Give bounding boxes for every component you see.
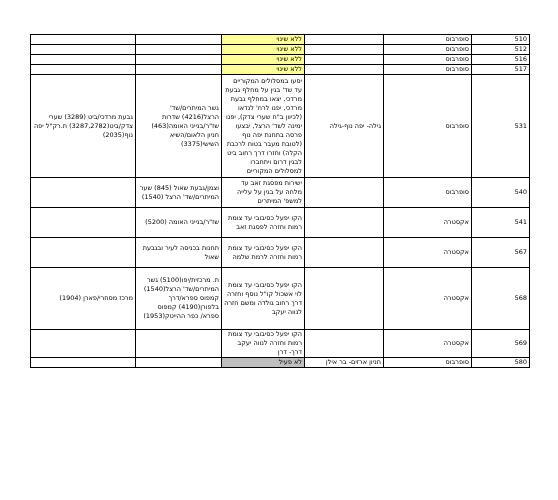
table-row [31, 330, 530, 358]
cell-after [31, 330, 136, 358]
cell-num: 510 [472, 35, 530, 45]
cell-desc: לא פעיל [222, 358, 305, 368]
cell-num: 541 [472, 208, 530, 238]
cell-after [31, 208, 136, 238]
cell-num: 568 [472, 268, 530, 330]
cell-after [31, 55, 136, 65]
table-row [31, 35, 530, 45]
routes-table-body [31, 35, 530, 368]
cell-desc: ללא שינוי [222, 45, 305, 55]
table-row [31, 65, 530, 75]
cell-num: 531 [472, 75, 530, 178]
cell-operator: סופרבוס [384, 358, 472, 368]
cell-before: תחנות בכניסה לעיר ובגבעת שאול [136, 238, 222, 268]
cell-after [31, 238, 136, 268]
cell-operator: אקסטרה [384, 330, 472, 358]
cell-operator: אקסטרה [384, 238, 472, 268]
table-row [31, 208, 530, 238]
cell-area [305, 55, 384, 65]
table-row [31, 45, 530, 55]
cell-after [31, 45, 136, 55]
cell-desc: הקו יפעל כסיבובי עד צומת לוי אשכול קו"ל נוסף וחזרה דרך רחוב גולדה ומשם חזרה לנווה יעקב [222, 268, 305, 330]
cell-after [31, 65, 136, 75]
cell-area [305, 330, 384, 358]
cell-area [305, 208, 384, 238]
table-row [31, 75, 530, 178]
cell-num: 516 [472, 55, 530, 65]
cell-desc: הקו יפעל כסיבובי עד צומת רמות וחזרה לרמת שלמה [222, 238, 305, 268]
cell-after [31, 178, 136, 208]
cell-desc: הקו יפעל כסיבובי עד צומת רמות וחזרה לנווה יעקב דרך- דרן [222, 330, 305, 358]
cell-num: 567 [472, 238, 530, 268]
cell-before [136, 330, 222, 358]
cell-area [305, 268, 384, 330]
table-row [31, 268, 530, 330]
cell-operator: אקסטרה [384, 268, 472, 330]
table-row [31, 358, 530, 368]
cell-area [305, 65, 384, 75]
cell-before [136, 65, 222, 75]
table-row [31, 238, 530, 268]
cell-before: וצמן/גבעת שאול (845) שער המיתרים/שד' הרצל (1540) [136, 178, 222, 208]
cell-area: חניון ארזים- בר אילן [305, 358, 384, 368]
cell-before [136, 55, 222, 65]
cell-desc: ללא שינוי [222, 35, 305, 45]
cell-operator: אקסטרה [384, 208, 472, 238]
cell-after [31, 35, 136, 45]
cell-operator: סופרבוס [384, 45, 472, 55]
cell-num: 512 [472, 45, 530, 55]
cell-desc: ללא שינוי [222, 65, 305, 75]
cell-after: מרכז מסחרי/פארן (1904) [31, 268, 136, 330]
cell-before: שז"ר/בנייני האומה (5200) [136, 208, 222, 238]
cell-after [31, 358, 136, 368]
cell-area [305, 45, 384, 55]
cell-desc: ללא שינוי [222, 55, 305, 65]
table-row [31, 55, 530, 65]
cell-operator: סופרבוס [384, 178, 472, 208]
cell-num: 569 [472, 330, 530, 358]
cell-after: גבעת מרדכי/ביט (3289) שערי צדק/ביט(3287,2782) ת.רק"ל יפה נוף(2035) [31, 75, 136, 178]
cell-desc: הקו יפעל כסיבובי עד צומת רמות וחזרה לפסגת זאב [222, 208, 305, 238]
cell-num: 540 [472, 178, 530, 208]
cell-num: 580 [472, 358, 530, 368]
cell-before: ת. מרכזית/יפו(5100) גשר המיתרים/שד' הרצל(1540) קמפוס ספרא/דרך בלפורן(4190) קמפוס ספרא/ כפר ההייטק(1953) [136, 268, 222, 330]
cell-operator: סופרבוס [384, 75, 472, 178]
cell-area [305, 178, 384, 208]
cell-before [136, 45, 222, 55]
cell-before [136, 35, 222, 45]
cell-num: 517 [472, 65, 530, 75]
cell-area: גילה- יפה נוף-גילה [305, 75, 384, 178]
cell-area [305, 238, 384, 268]
table-row [31, 178, 530, 208]
cell-operator: סופרבוס [384, 65, 472, 75]
cell-desc: ישירות מפסגת זאב עד מלחה על בגין על עלייה למשפ' המיתרים [222, 178, 305, 208]
cell-area [305, 35, 384, 45]
cell-desc: יסעו במסלולים המקוריים עד שד' בגין על מחלף גבעת מרדכי, יצאו במחלף גבעת מרדכי, יפנו לרח' לנדאו (לכיוון ב"ח שערי צדק), יפנו ימינה לשד' הרצל, יבצעו פרסה בתחנת יפה נוף (לטובת מעבר בטוח לרכבת הקלה) וחזרו דרך רחוב ביט לבגין דרום ויתחברו למסלולים המקוריים [222, 75, 305, 178]
cell-before: גשר המיתרים/שד' הרצל(4216) שדרות שז"ר/בנייני האומה(463) חניון הלאום/השיא השישי(3375) [136, 75, 222, 178]
routes-table [30, 34, 530, 368]
cell-operator: סופרבוס [384, 35, 472, 45]
cell-before [136, 358, 222, 368]
cell-operator: סופרבוס [384, 55, 472, 65]
